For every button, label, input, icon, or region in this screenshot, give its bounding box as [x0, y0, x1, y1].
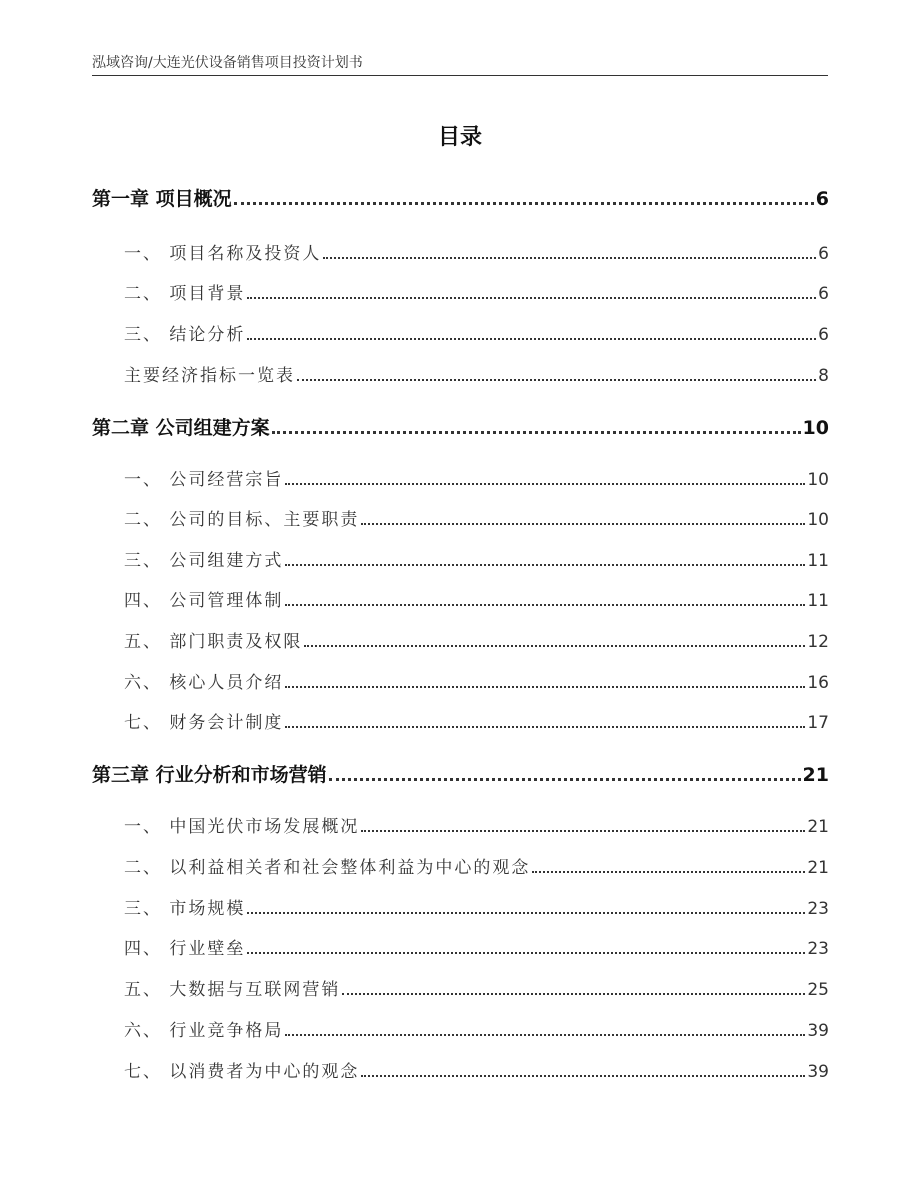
toc-section-entry[interactable] [92, 1057, 829, 1082]
toc-section-entry[interactable] [92, 812, 829, 837]
toc-section-entry[interactable] [92, 239, 829, 264]
toc-entry-label: 六、 核心人员介绍 [124, 673, 284, 693]
toc-dot-leader [285, 564, 805, 566]
toc-dot-leader [247, 297, 816, 299]
toc-dot-leader [342, 993, 805, 995]
toc-section-entry[interactable] [92, 708, 829, 733]
toc-page-number: 6 [815, 188, 829, 210]
toc-dot-leader [285, 686, 805, 688]
toc-section-entry[interactable] [92, 546, 829, 571]
toc-section-entry[interactable] [92, 361, 829, 386]
toc-dot-leader [247, 912, 805, 914]
toc-dot-leader [361, 1075, 805, 1077]
toc-page-number: 11 [807, 551, 829, 571]
toc-dot-leader [323, 257, 816, 259]
toc-page-number: 39 [807, 1062, 829, 1082]
toc-section-entry[interactable] [92, 627, 829, 652]
toc-entry-label: 二、 公司的目标、主要职责 [124, 510, 360, 530]
toc-page-number: 8 [818, 366, 829, 386]
toc-chapter-entry[interactable] [92, 184, 829, 211]
toc-entry-label: 一、 项目名称及投资人 [124, 244, 322, 264]
toc-page-number: 25 [807, 980, 829, 1000]
toc-chapter-entry[interactable] [92, 413, 829, 440]
toc-chapter-entry[interactable] [92, 760, 829, 787]
toc-section-entry[interactable] [92, 505, 829, 530]
toc-dot-leader [304, 645, 805, 647]
toc-page-number: 11 [807, 591, 829, 611]
toc-entry-label: 一、 中国光伏市场发展概况 [124, 817, 360, 837]
toc-section-entry[interactable] [92, 668, 829, 693]
toc-entry-label: 五、 部门职责及权限 [124, 632, 303, 652]
toc-entry-label: 第三章 行业分析和市场营销 [92, 764, 327, 786]
toc-entry-label: 二、 项目背景 [124, 284, 246, 304]
toc-dot-leader [285, 483, 805, 485]
toc-entry-label: 主要经济指标一览表 [124, 366, 295, 386]
toc-page-number: 23 [807, 939, 829, 959]
toc-section-entry[interactable] [92, 853, 829, 878]
toc-section-entry[interactable] [92, 894, 829, 919]
toc-entry-label: 五、 大数据与互联网营销 [124, 980, 341, 1000]
toc-dot-leader [285, 604, 805, 606]
toc-dot-leader [247, 952, 805, 954]
toc-section-entry[interactable] [92, 934, 829, 959]
toc-page-number: 21 [802, 764, 829, 786]
toc-dot-leader [285, 1034, 805, 1036]
toc-dot-leader [297, 379, 816, 381]
toc-page-number: 39 [807, 1021, 829, 1041]
toc-section-entry[interactable] [92, 975, 829, 1000]
toc-page-number: 10 [807, 510, 829, 530]
toc-page-number: 6 [818, 325, 829, 345]
toc-entry-label: 三、 结论分析 [124, 325, 246, 345]
toc-page-number: 6 [818, 244, 829, 264]
toc-page-number: 10 [807, 470, 829, 490]
toc-section-entry[interactable] [92, 1016, 829, 1041]
toc-page-number: 6 [818, 284, 829, 304]
toc-dot-leader [361, 523, 805, 525]
toc-dot-leader [532, 871, 805, 873]
page-title: 目录 [437, 125, 482, 150]
toc-entry-label: 第一章 项目概况 [92, 188, 232, 210]
toc-section-entry[interactable] [92, 586, 829, 611]
toc-entry-label: 四、 公司管理体制 [124, 591, 284, 611]
toc-page-number: 10 [802, 417, 829, 439]
toc-entry-label: 二、 以利益相关者和社会整体利益为中心的观念 [124, 858, 531, 878]
toc-dot-leader [361, 830, 805, 832]
toc-entry-label: 七、 财务会计制度 [124, 713, 284, 733]
toc-section-entry[interactable] [92, 465, 829, 490]
toc-page-number: 17 [807, 713, 829, 733]
toc-section-entry[interactable] [92, 279, 829, 304]
toc-dot-leader [329, 778, 801, 781]
toc-page-number: 21 [807, 858, 829, 878]
toc-page-number: 16 [807, 673, 829, 693]
toc-entry-label: 三、 公司组建方式 [124, 551, 284, 571]
running-header: 泓域咨询/大连光伏设备销售项目投资计划书 [92, 55, 363, 71]
toc-entry-label: 一、 公司经营宗旨 [124, 470, 284, 490]
toc-dot-leader [285, 726, 805, 728]
toc-page-number: 23 [807, 899, 829, 919]
toc-entry-label: 三、 市场规模 [124, 899, 246, 919]
toc-page-number: 21 [807, 817, 829, 837]
toc-entry-label: 六、 行业竞争格局 [124, 1021, 284, 1041]
header-rule [92, 75, 828, 76]
toc-section-entry[interactable] [92, 320, 829, 345]
toc-dot-leader [234, 202, 814, 205]
toc-entry-label: 第二章 公司组建方案 [92, 417, 270, 439]
toc-dot-leader [272, 431, 801, 434]
toc-dot-leader [247, 338, 816, 340]
toc-entry-label: 四、 行业壁垒 [124, 939, 246, 959]
toc-entry-label: 七、 以消费者为中心的观念 [124, 1062, 360, 1082]
toc-page-number: 12 [807, 632, 829, 652]
